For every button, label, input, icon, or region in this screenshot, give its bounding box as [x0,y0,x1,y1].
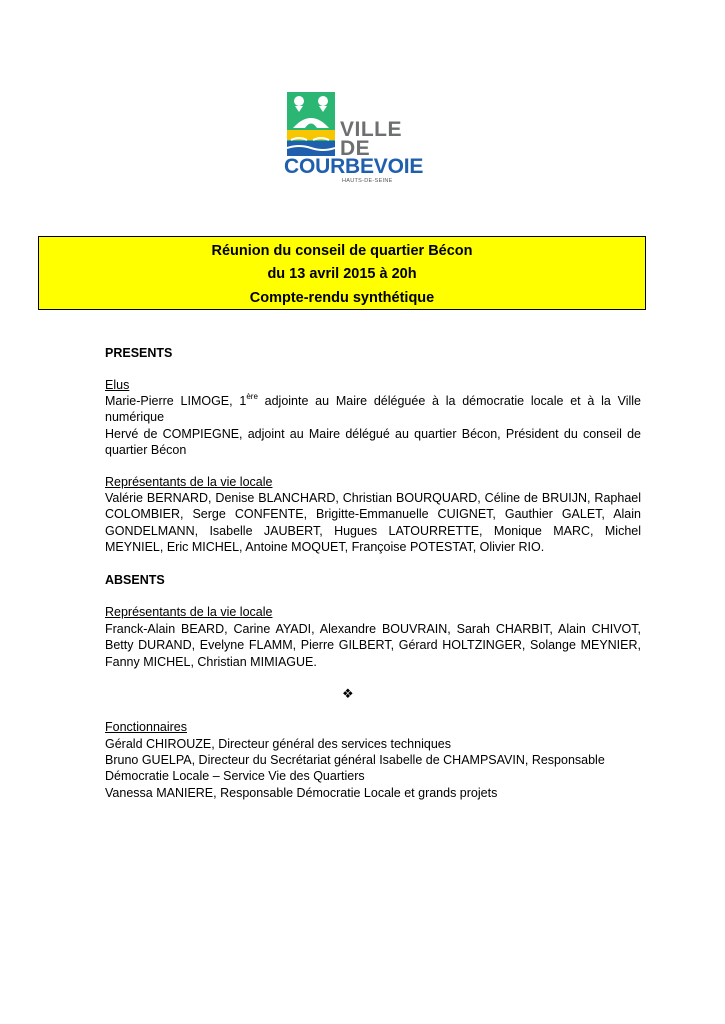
elus-label: Elus [105,378,130,392]
absents-heading: ABSENTS [105,573,165,587]
fonctionnaire-line: Démocratie Locale – Service Vie des Quartiers [105,769,365,783]
logo-word-courbevoie: COURBEVOIE [284,155,424,178]
fonctionnaire-line: Gérald CHIROUZE, Directeur général des services techniques [105,737,451,751]
absents-rep-label: Représentants de la vie locale [105,605,273,619]
elus-entry-limoge-name: Marie-Pierre LIMOGE, 1 [105,394,247,408]
title-line-2: du 13 avril 2015 à 20h [267,266,417,282]
elus-entry-compiegne: Hervé de COMPIEGNE, adjoint au Maire délégué au quartier Bécon, Président du conseil de quartier Bécon [105,427,641,458]
fonctionnaire-line: Bruno GUELPA, Directeur du Secrétariat général Isabelle de CHAMPSAVIN, Responsable [105,753,605,767]
diamond-separator-icon: ❖ [342,686,354,701]
logo-subtitle: HAUTS-DE-SEINE [342,178,393,184]
title-line-3: Compte-rendu synthétique [249,290,435,306]
city-logo [284,92,427,190]
elus-entry-limoge [105,393,641,426]
presents-rep-list: Valérie BERNARD, Denise BLANCHARD, Christian BOURQUARD, Céline de BRUIJN, Raphael COLOMBIER, Serge CONFENTE, Brigitte-Emmanuelle CUIGNET, Gauthier GALET, Alain GONDELMANN, Isabelle JAUBERT, Hugues LATOURRETTE, Monique MARC, Michel MEYNIEL, Eric MICHEL, Antoine MOQUET, Françoise POTESTAT, Olivier RIO. [105,491,641,555]
fonctionnaires-label: Fonctionnaires [105,720,187,734]
title-line-1: Réunion du conseil de quartier Bécon [211,243,473,259]
ordinal-superscript: ère [246,392,258,401]
elus-entry-limoge-role: adjointe au Maire déléguée à la démocratie locale et à la Ville numérique [105,394,641,425]
courbevoie-emblem-icon [287,92,335,156]
presents-rep-label: Représentants de la vie locale [105,475,273,489]
fonctionnaire-line: Vanessa MANIERE, Responsable Démocratie Locale et grands projets [105,786,498,800]
logo-word-de: DE [340,137,371,160]
presents-heading: PRESENTS [105,346,173,360]
logo-word-ville: VILLE [340,118,403,141]
title-box [38,236,646,310]
absents-rep-list: Franck-Alain BEARD, Carine AYADI, Alexandre BOUVRAIN, Sarah CHARBIT, Alain CHIVOT, Betty DURAND, Evelyne FLAMM, Pierre GILBERT, Gérard HOLTZINGER, Solange MEYNIER, Fanny MICHEL, Christian MIMIAGUE. [105,622,641,669]
